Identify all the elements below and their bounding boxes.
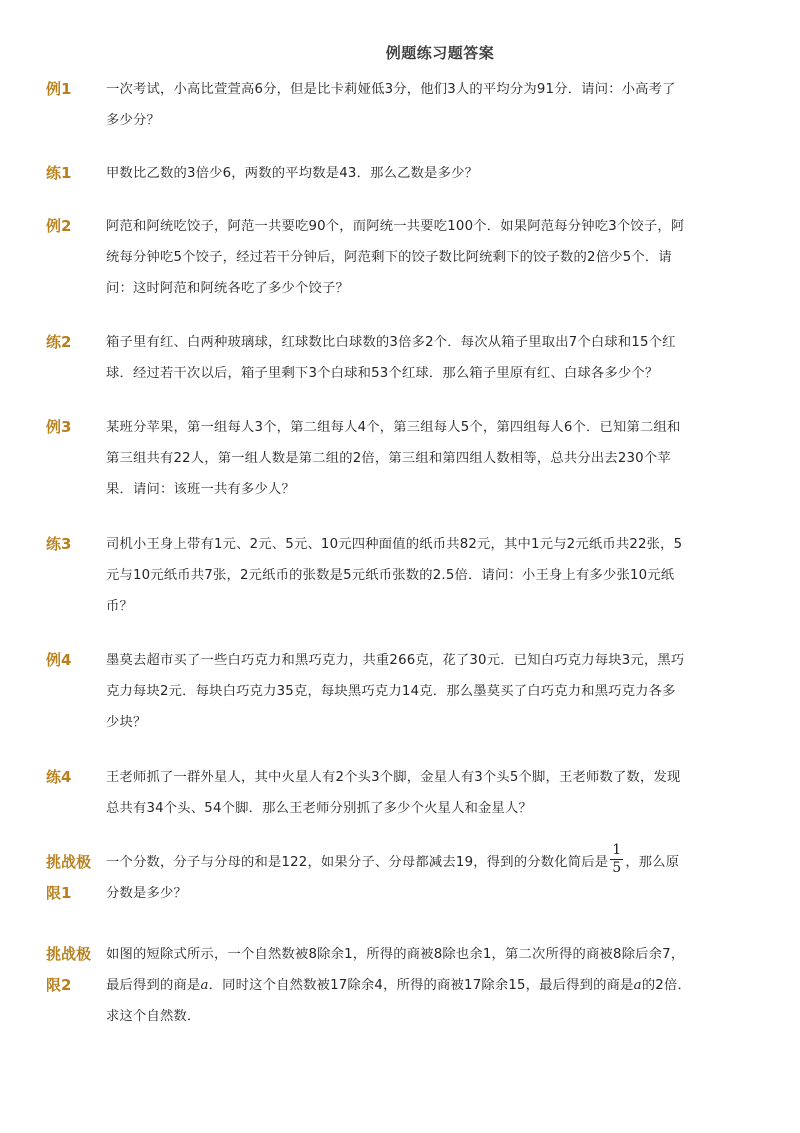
problem-text-line: 问：这时阿范和阿统各吃了多少个饺子？ (106, 281, 349, 296)
problem-label: 例1 (46, 80, 72, 98)
problem-label: 练3 (46, 535, 72, 553)
page-title: 例题练习题答案 (385, 44, 495, 62)
problem-text (106, 211, 718, 304)
problem-text (106, 841, 718, 909)
problem-text-line: 王老师抓了一群外星人，其中火星人有2个头3个脚，金星人有3个头5个脚，王老师数了数，发现 (106, 770, 681, 785)
problem-text-line: 如图的短除式所示，一个自然数被8除余1，所得的商被8除也余1，第二次所得的商被8除后余7， (106, 947, 685, 962)
problem-text (106, 412, 718, 505)
problem-label (46, 847, 98, 909)
problem-text (106, 158, 718, 189)
problem-text-segment: ．同时这个自然数被17除余4，所得的商被17除余15，最后得到的商是 (208, 978, 634, 993)
problem-text-line: 一次考试，小高比萱萱高6分，但是比卡莉娅低3分，他们3人的平均分为91分．请问：小高考了 (106, 82, 676, 97)
problem-text-line: 克力每块2元．每块白巧克力35克，每块黑巧克力14克．那么墨莫买了白巧克力和黑巧克力各多 (106, 684, 676, 699)
problem-text (106, 645, 718, 738)
problem-text-line: 币？ (106, 599, 133, 614)
fraction-denominator: 5 (612, 859, 622, 876)
problem-text-segment: 的2倍． (641, 978, 691, 993)
problem-text-line: 第三组共有22人，第一组人数是第二组的2倍，第三组和第四组人数相等，总共分出去230个苹 (106, 451, 671, 466)
problem-text-line (106, 841, 718, 878)
problem-label: 例2 (46, 217, 72, 235)
problem-text-line: 分数是多少？ (106, 886, 187, 901)
problem-text-line: 某班分苹果，第一组每人3个，第二组每人4个，第三组每人5个，第四组每人6个．已知第二组和 (106, 420, 681, 435)
problem-label: 练1 (46, 164, 72, 182)
problem-label-line: 挑战极 (46, 853, 92, 871)
problem-label (46, 939, 98, 1001)
fraction-one-fifth (610, 842, 623, 877)
problem-text-line: 求这个自然数． (106, 1009, 201, 1024)
problem-label-line: 限2 (46, 976, 72, 994)
problem-label: 练4 (46, 768, 72, 786)
problem-label-line: 挑战极 (46, 945, 92, 963)
problem-label: 例3 (46, 418, 72, 436)
problem-text-line: 统每分钟吃5个饺子，经过若干分钟后，阿范剩下的饺子数比阿统剩下的饺子数的2倍少5个．请 (106, 250, 672, 265)
problem-text-line: 甲数比乙数的3倍少6，两数的平均数是43．那么乙数是多少？ (106, 166, 479, 181)
problem-text (106, 74, 718, 136)
problem-text-line: 果．请问：该班一共有多少人？ (106, 482, 295, 497)
fraction-numerator: 1 (612, 841, 622, 858)
problem-text-line: 总共有34个头、54个脚．那么王老师分别抓了多少个火星人和金星人？ (106, 801, 533, 816)
problem-label-line: 限1 (46, 884, 72, 902)
problem-text-segment: 最后得到的商是 (106, 978, 201, 993)
problem-text-segment: 一个分数，分子与分母的和是122，如果分子、分母都减去19，得到的分数化简后是 (106, 855, 609, 870)
problem-text-line (106, 970, 718, 1001)
problem-text (106, 327, 718, 389)
problem-text-line: 墨莫去超市买了一些白巧克力和黑巧克力，共重266克，花了30元．已知白巧克力每块3元，黑巧 (106, 653, 685, 668)
problem-text-line: 元与10元纸币共7张，2元纸币的张数是5元纸币张数的2.5倍．请问：小王身上有多少张10元纸 (106, 568, 675, 583)
problem-text-line: 少块？ (106, 715, 147, 730)
problem-text-line: 球．经过若干次以后，箱子里剩下3个白球和53个红球．那么箱子里原有红、白球各多少个？ (106, 366, 659, 381)
problem-text-line: 多少分？ (106, 113, 160, 128)
problem-label: 练2 (46, 333, 72, 351)
problem-text-line: 箱子里有红、白两种玻璃球，红球数比白球数的3倍多2个．每次从箱子里取出7个白球和15个红 (106, 335, 676, 350)
problem-text (106, 939, 718, 1032)
problem-text (106, 529, 718, 622)
problem-label: 例4 (46, 651, 72, 669)
problem-text (106, 762, 718, 824)
problem-text-line: 阿范和阿统吃饺子，阿范一共要吃90个，而阿统一共要吃100个．如果阿范每分钟吃3个饺子，阿 (106, 219, 685, 234)
variable-a: a (200, 978, 209, 993)
problem-text-segment: ，那么原 (625, 855, 680, 870)
problem-text-line: 司机小王身上带有1元、2元、5元、10元四种面值的纸币共82元，其中1元与2元纸币共22张，5 (106, 537, 683, 552)
variable-a: a (633, 978, 642, 993)
